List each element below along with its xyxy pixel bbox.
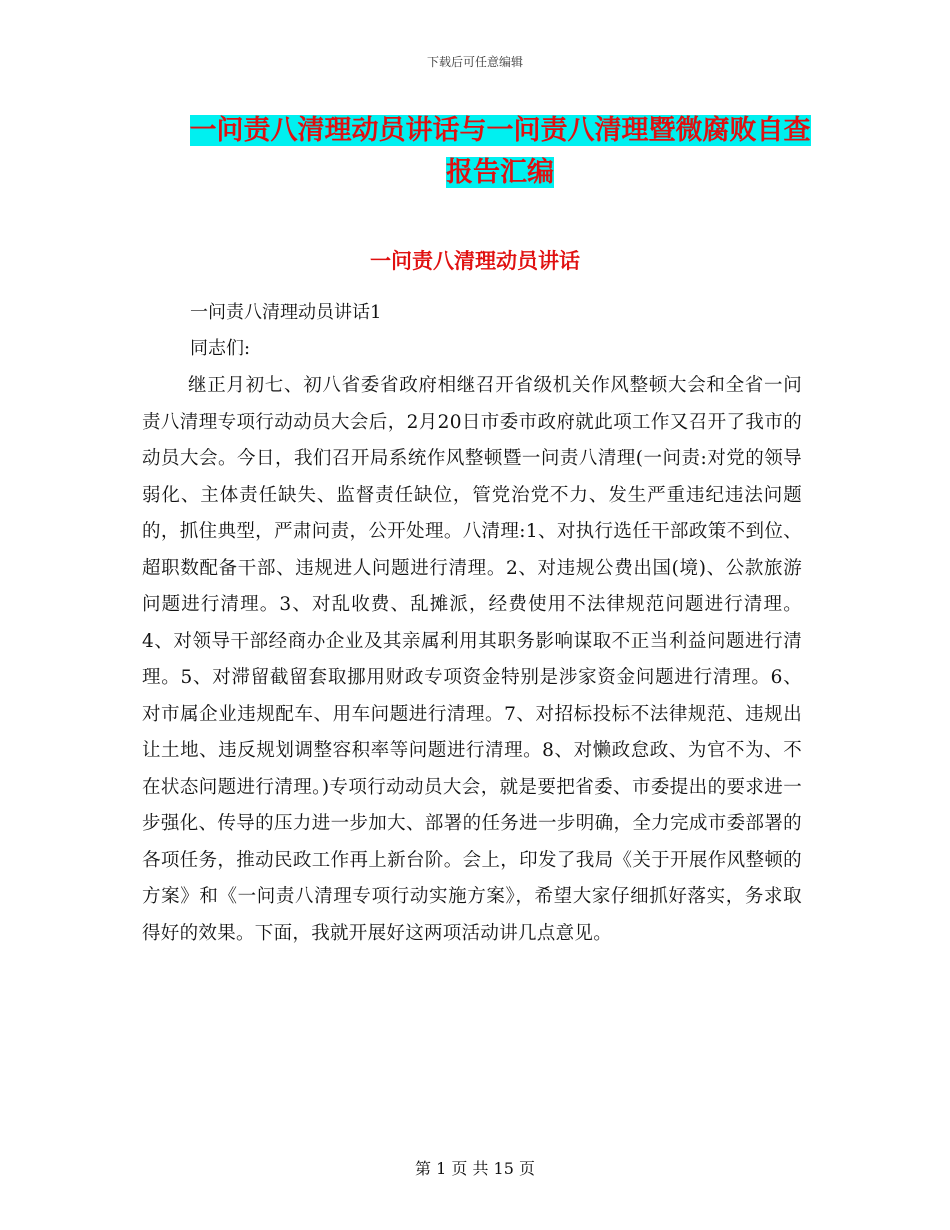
- document-title: [120, 110, 880, 194]
- speech-subtitle: 一问责八清理动员讲话1: [190, 302, 382, 323]
- body-paragraph: 继正月初七、初八省委省政府相继召开省级机关作风整顿大会和全省一问责八清理专项行动动员大会后，2月20日市委市政府就此项工作又召开了我市的动员大会。今日，我们召开局系统作风整顿暨一问责八清理(一问责:对党的领导弱化、主体责任缺失、监督责任缺位，管党治党不力、发生严重违纪违法问题的，抓住典型，严肃问责，公开处理。八清理:1、对执行选任干部政策不到位、超职数配备干部、违规进人问题进行清理。2、对违规公费出国(境)、公款旅游问题进行清理。3、对乱收费、乱摊派，经费使用不法律规范问题进行清理。4、对领导干部经商办企业及其亲属利用其职务影响谋取不正当利益问题进行清理。5、对滞留截留套取挪用财政专项资金特别是涉家资金问题进行清理。6、对市属企业违规配车、用车问题进行清理。7、对招标投标不法律规范、违规出让土地、违反规划调整容积率等问题进行清理。8、对懒政怠政、为官不为、不在状态问题进行清理。)专项行动动员大会，就是要把省委、市委提出的要求进一步强化、传导的压力进一步加大、部署的任务进一步明确，全力完成市委部署的各项任务，推动民政工作再上新台阶。会上，印发了我局《关于开展作风整顿的方案》和《一问责八清理专项行动实施方案》，希望大家仔细抓好落实，务求取得好的效果。下面，我就开展好这两项活动讲几点意见。: [142, 375, 802, 944]
- document-title-line-2: 报告汇编: [446, 157, 554, 188]
- section-title: 一问责八清理动员讲话: [370, 249, 580, 273]
- salutation: 同志们:: [190, 338, 251, 359]
- page-footer: 第 1 页 共 15 页: [415, 1159, 535, 1178]
- header-note: 下载后可任意编辑: [426, 55, 523, 69]
- document-title-line-1: 一问责八清理动员讲话与一问责八清理暨微腐败自查: [189, 115, 811, 146]
